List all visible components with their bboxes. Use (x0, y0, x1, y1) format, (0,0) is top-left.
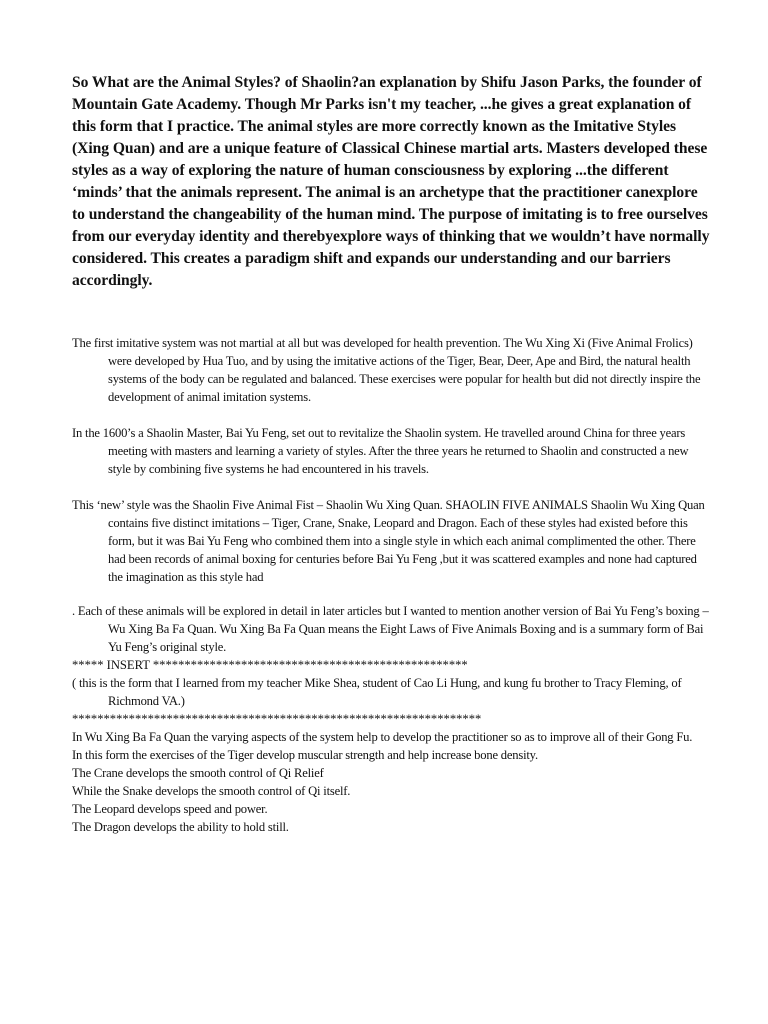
paragraph-practitioner: In Wu Xing Ba Fa Quan the varying aspects of the system help to develop the practitioner so as to improve all of their Gong Fu. (72, 730, 693, 744)
paragraph-health-frolics: The first imitative system was not martial at all but was developed for health prevention. The Wu Xing Xi (Five Animal Frolics) were developed by Hua Tuo, and by using the imitative actions of the Tiger, Bear, Deer, Ape and Bird, the natural health systems of the body can be regulated and balanced. These exercises were popular for health but did not directly inspire the development of animal imitation systems. (72, 336, 701, 404)
intro-paragraph: So What are the Animal Styles? of Shaolin?an explanation by Shifu Jason Parks, the founder of Mountain Gate Academy. Though Mr Parks isn't my teacher, ...he gives a great explanation of this form that I practice. The animal styles are more correctly known as the Imitative Styles (Xing Quan) and are a unique feature of Classical Chinese martial arts. Masters developed these styles as a way of exploring the nature of human consciousness by exploring ...the different ‘minds’ that the animals represent. The animal is an archetype that the practitioner canexplore to understand the changeability of the human mind. The purpose of imitating is to free ourselves from our everyday identity and therebyexplore ways of thinking that we wouldn’t have normally considered. This creates a paradigm shift and expands our understanding and our barriers accordingly. (72, 74, 710, 289)
separator-stars-line: ***************************************************************** (72, 712, 482, 726)
paragraph-eight-laws: . Each of these animals will be explored in detail in later articles but I wanted to mention another version of Bai Yu Feng’s boxing – Wu Xing Ba Fa Quan. Wu Xing Ba Fa Quan means the Eight Laws of Five Animals Boxing and is a summary form of Bai Yu Feng’s original style. (72, 604, 709, 654)
insert-marker-line: ***** INSERT ************************************************** (72, 658, 468, 672)
paragraph-five-animal-fist: This ‘new’ style was the Shaolin Five Animal Fist – Shaolin Wu Xing Quan. SHAOLIN FIVE ANIMALS Shaolin Wu Xing Quan contains five distinct imitations – Tiger, Crane, Snake, Leopard and Dragon. Each of these styles had existed before this form, but it was Bai Yu Feng who combined them into a single style in which each animal complimented the other. There had been records of animal boxing for centuries before Bai Yu Feng ,but it was scattered examples and none had captured the imagination as this style had (72, 498, 705, 584)
line-snake: While the Snake develops the smooth control of Qi itself. (72, 784, 351, 798)
line-leopard: The Leopard develops speed and power. (72, 802, 268, 816)
line-crane: The Crane develops the smooth control of Qi Relief (72, 766, 324, 780)
document-body (72, 334, 712, 836)
paragraph-teacher-note: ( this is the form that I learned from my teacher Mike Shea, student of Cao Li Hung, and kung fu brother to Tracy Fleming, of Richmond VA.) (72, 676, 682, 708)
line-dragon: The Dragon develops the ability to hold still. (72, 820, 289, 834)
paragraph-bai-yu-feng: In the 1600’s a Shaolin Master, Bai Yu Feng, set out to revitalize the Shaolin system. He travelled around China for three years meeting with masters and learning a variety of styles. After the three years he returned to Shaolin and constructed a new style by combining five systems he had encountered in his travels. (72, 426, 689, 476)
line-tiger: In this form the exercises of the Tiger develop muscular strength and help increase bone density. (72, 748, 538, 762)
